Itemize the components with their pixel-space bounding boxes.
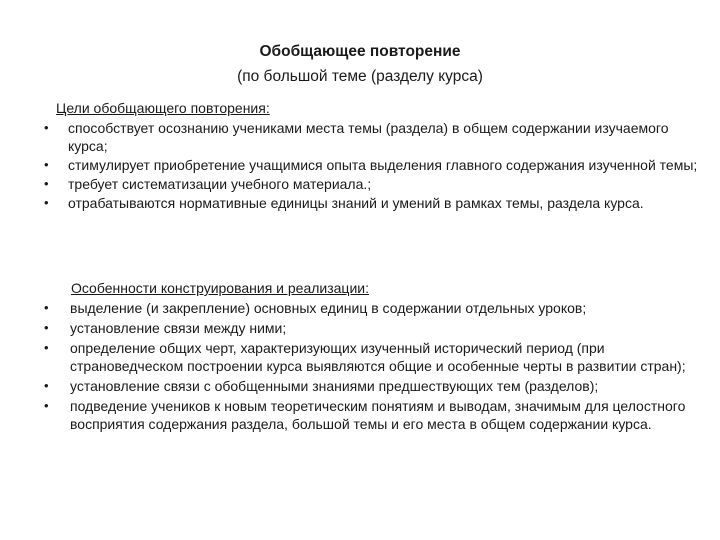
list-item-text: стимулирует приобретение учащимися опыта выделения главного содержания изученной темы; — [68, 157, 698, 173]
list-item — [0, 319, 720, 337]
bullet-icon: • — [44, 157, 49, 172]
list-item-text: требует систематизации учебного материала.; — [68, 176, 372, 192]
list-item — [0, 119, 720, 155]
list-item-text: способствует осознанию учениками места темы (раздела) в общем содержании изучаемого курса; — [68, 120, 669, 154]
list-item — [0, 339, 720, 375]
list-item — [0, 194, 720, 212]
list-item — [0, 156, 720, 174]
list-item — [0, 175, 720, 193]
bullet-icon: • — [44, 320, 49, 335]
bullet-icon: • — [44, 195, 49, 210]
bullet-icon: • — [44, 340, 49, 355]
slide-title: Обобщающее повторение — [259, 43, 461, 60]
slide-subtitle: (по большой теме (разделу курса) — [237, 68, 483, 85]
bullet-icon: • — [44, 120, 49, 135]
list-item-text: установление связи между ними; — [70, 320, 287, 336]
list-item-text: выделение (и закрепление) основных единиц в содержании отдельных уроков; — [70, 300, 587, 316]
list-item-text: подведение учеников к новым теоретическим понятиям и выводам, значимым для целостного восприятия содержания раздела, большой темы и его места в общем содержании курса. — [70, 398, 686, 432]
features-list — [0, 299, 720, 433]
bullet-icon: • — [44, 378, 49, 393]
goals-list — [0, 119, 720, 212]
list-item — [0, 397, 720, 433]
goals-heading: Цели обобщающего повторения: — [56, 100, 270, 116]
list-item-text: определение общих черт, характеризующих изученный исторический период (при страноведческом построении курса выявляются общие и особенные черты в развитии стран); — [70, 340, 686, 374]
list-item — [0, 377, 720, 395]
list-item — [0, 299, 720, 317]
bullet-icon: • — [44, 176, 49, 191]
list-item-text: отрабатываются нормативные единицы знаний и умений в рамках темы, раздела курса. — [68, 195, 644, 211]
bullet-icon: • — [44, 398, 49, 413]
list-item-text: установление связи с обобщенными знаниями предшествующих тем (разделов); — [70, 378, 599, 394]
features-heading: Особенности конструирования и реализации: — [71, 280, 369, 296]
bullet-icon: • — [44, 300, 49, 315]
